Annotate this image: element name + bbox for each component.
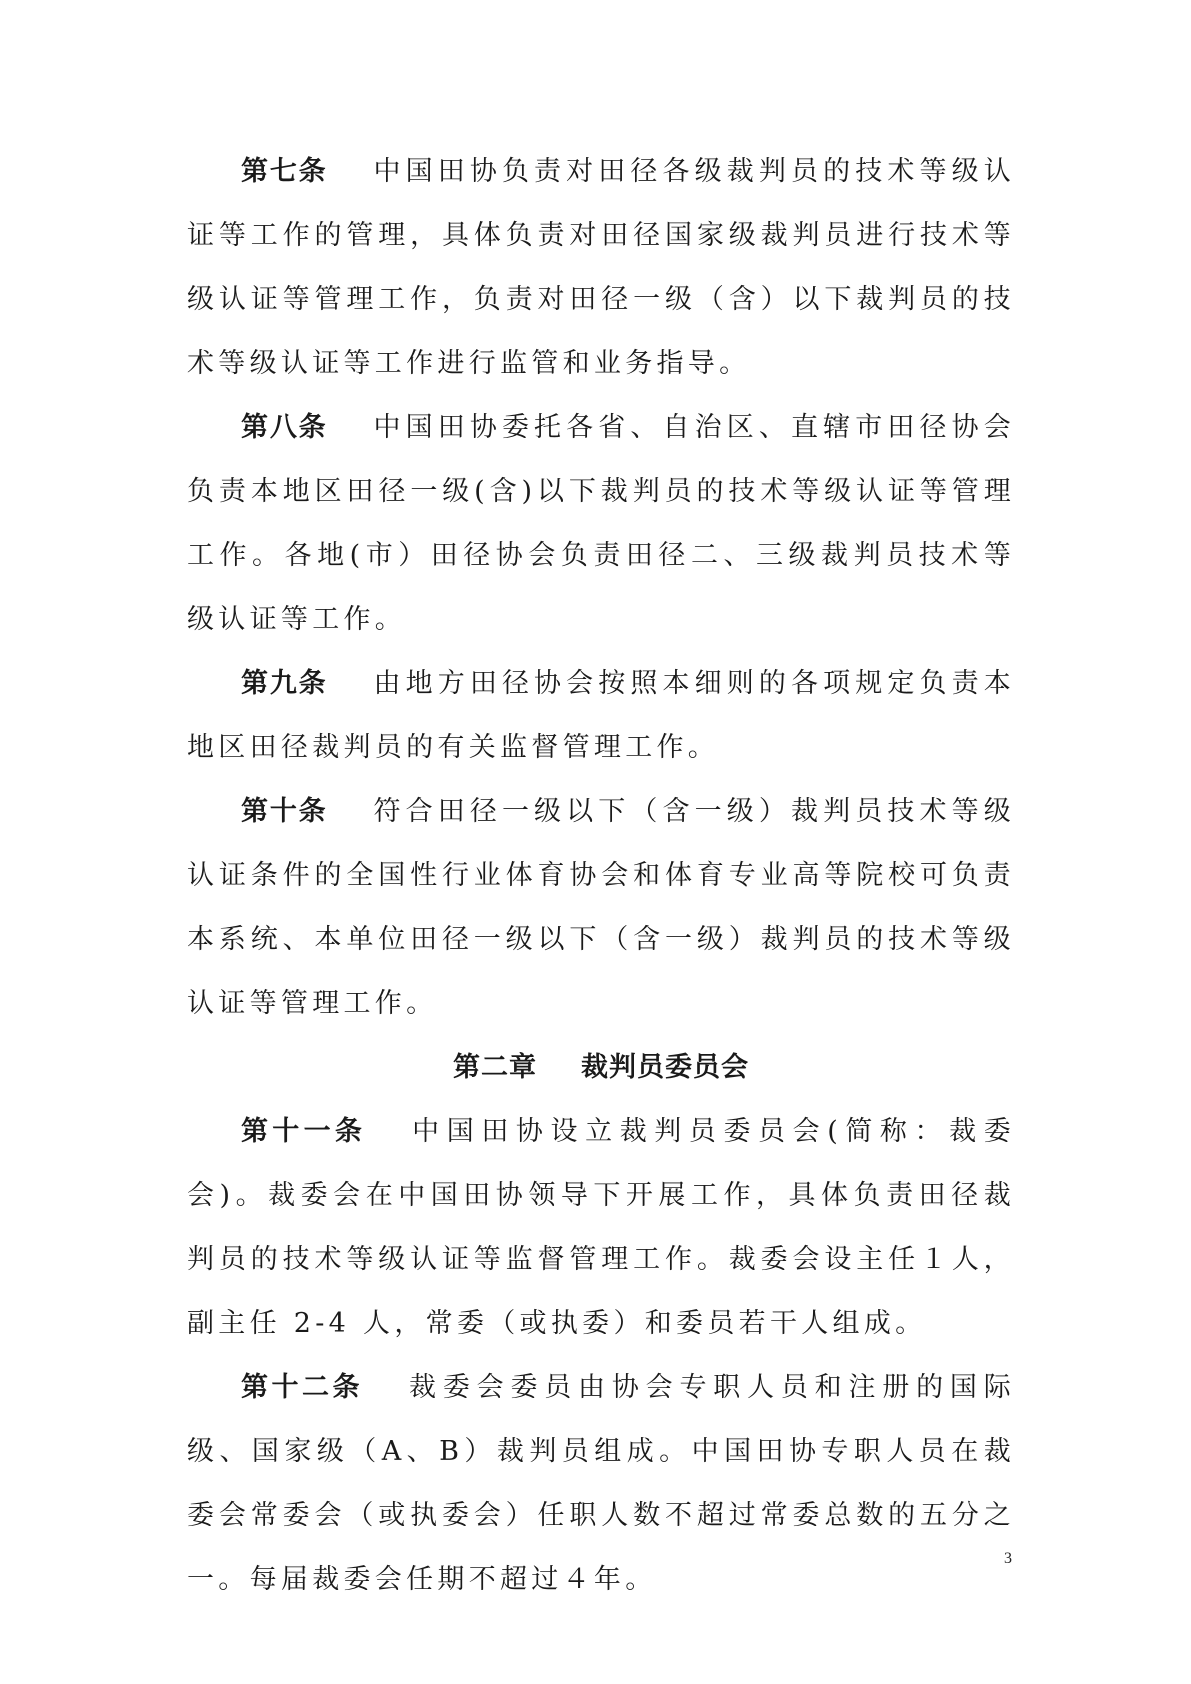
article-label: 第九条 — [241, 668, 328, 699]
article-text: 中国田协负责对田径各级裁判员的技术等级认证等工作的管理，具体负责对田径国家级裁判员进行技术等级认证等管理工作，负责对田径一级（含）以下裁判员的技术等级认证等工作进行监管和业务指导。 — [187, 156, 1016, 379]
chapter-title: 裁判员委员会 — [581, 1052, 749, 1083]
article-label: 第七条 — [241, 156, 328, 187]
article-12 — [187, 1356, 1015, 1612]
article-label: 第十二条 — [241, 1372, 364, 1403]
chapter-heading — [187, 1036, 1015, 1100]
article-11 — [187, 1100, 1015, 1356]
article-text: 由地方田径协会按照本细则的各项规定负责本地区田径裁判员的有关监督管理工作。 — [187, 668, 1016, 763]
article-label: 第十条 — [241, 796, 328, 827]
article-10 — [187, 780, 1015, 1036]
article-8 — [187, 396, 1015, 652]
page-number: 3 — [1004, 1550, 1012, 1567]
article-9 — [187, 652, 1015, 780]
article-7 — [187, 140, 1015, 396]
article-label: 第八条 — [241, 412, 328, 443]
chapter-number: 第二章 — [453, 1052, 537, 1083]
article-text: 中国田协设立裁判员委员会(简称：裁委会)。裁委会在中国田协领导下开展工作，具体负责田径裁判员的技术等级认证等监督管理工作。裁委会设主任１人，副主任 2-4 人，常委（或执委）和委员若干人组成。 — [187, 1116, 1015, 1339]
article-text: 裁委会委员由协会专职人员和注册的国际级、国家级（A、B）裁判员组成。中国田协专职人员在裁委会常委会（或执委会）任职人数不超过常委总数的五分之一。每届裁委会任期不超过４年。 — [187, 1372, 1016, 1595]
document-body — [187, 140, 1015, 1612]
article-label: 第十一条 — [241, 1116, 367, 1147]
article-text: 符合田径一级以下（含一级）裁判员技术等级认证条件的全国性行业体育协会和体育专业高等院校可负责本系统、本单位田径一级以下（含一级）裁判员的技术等级认证等管理工作。 — [187, 796, 1016, 1019]
article-text: 中国田协委托各省、自治区、直辖市田径协会负责本地区田径一级(含)以下裁判员的技术等级认证等管理工作。各地(市）田径协会负责田径二、三级裁判员技术等级认证等工作。 — [187, 412, 1016, 635]
